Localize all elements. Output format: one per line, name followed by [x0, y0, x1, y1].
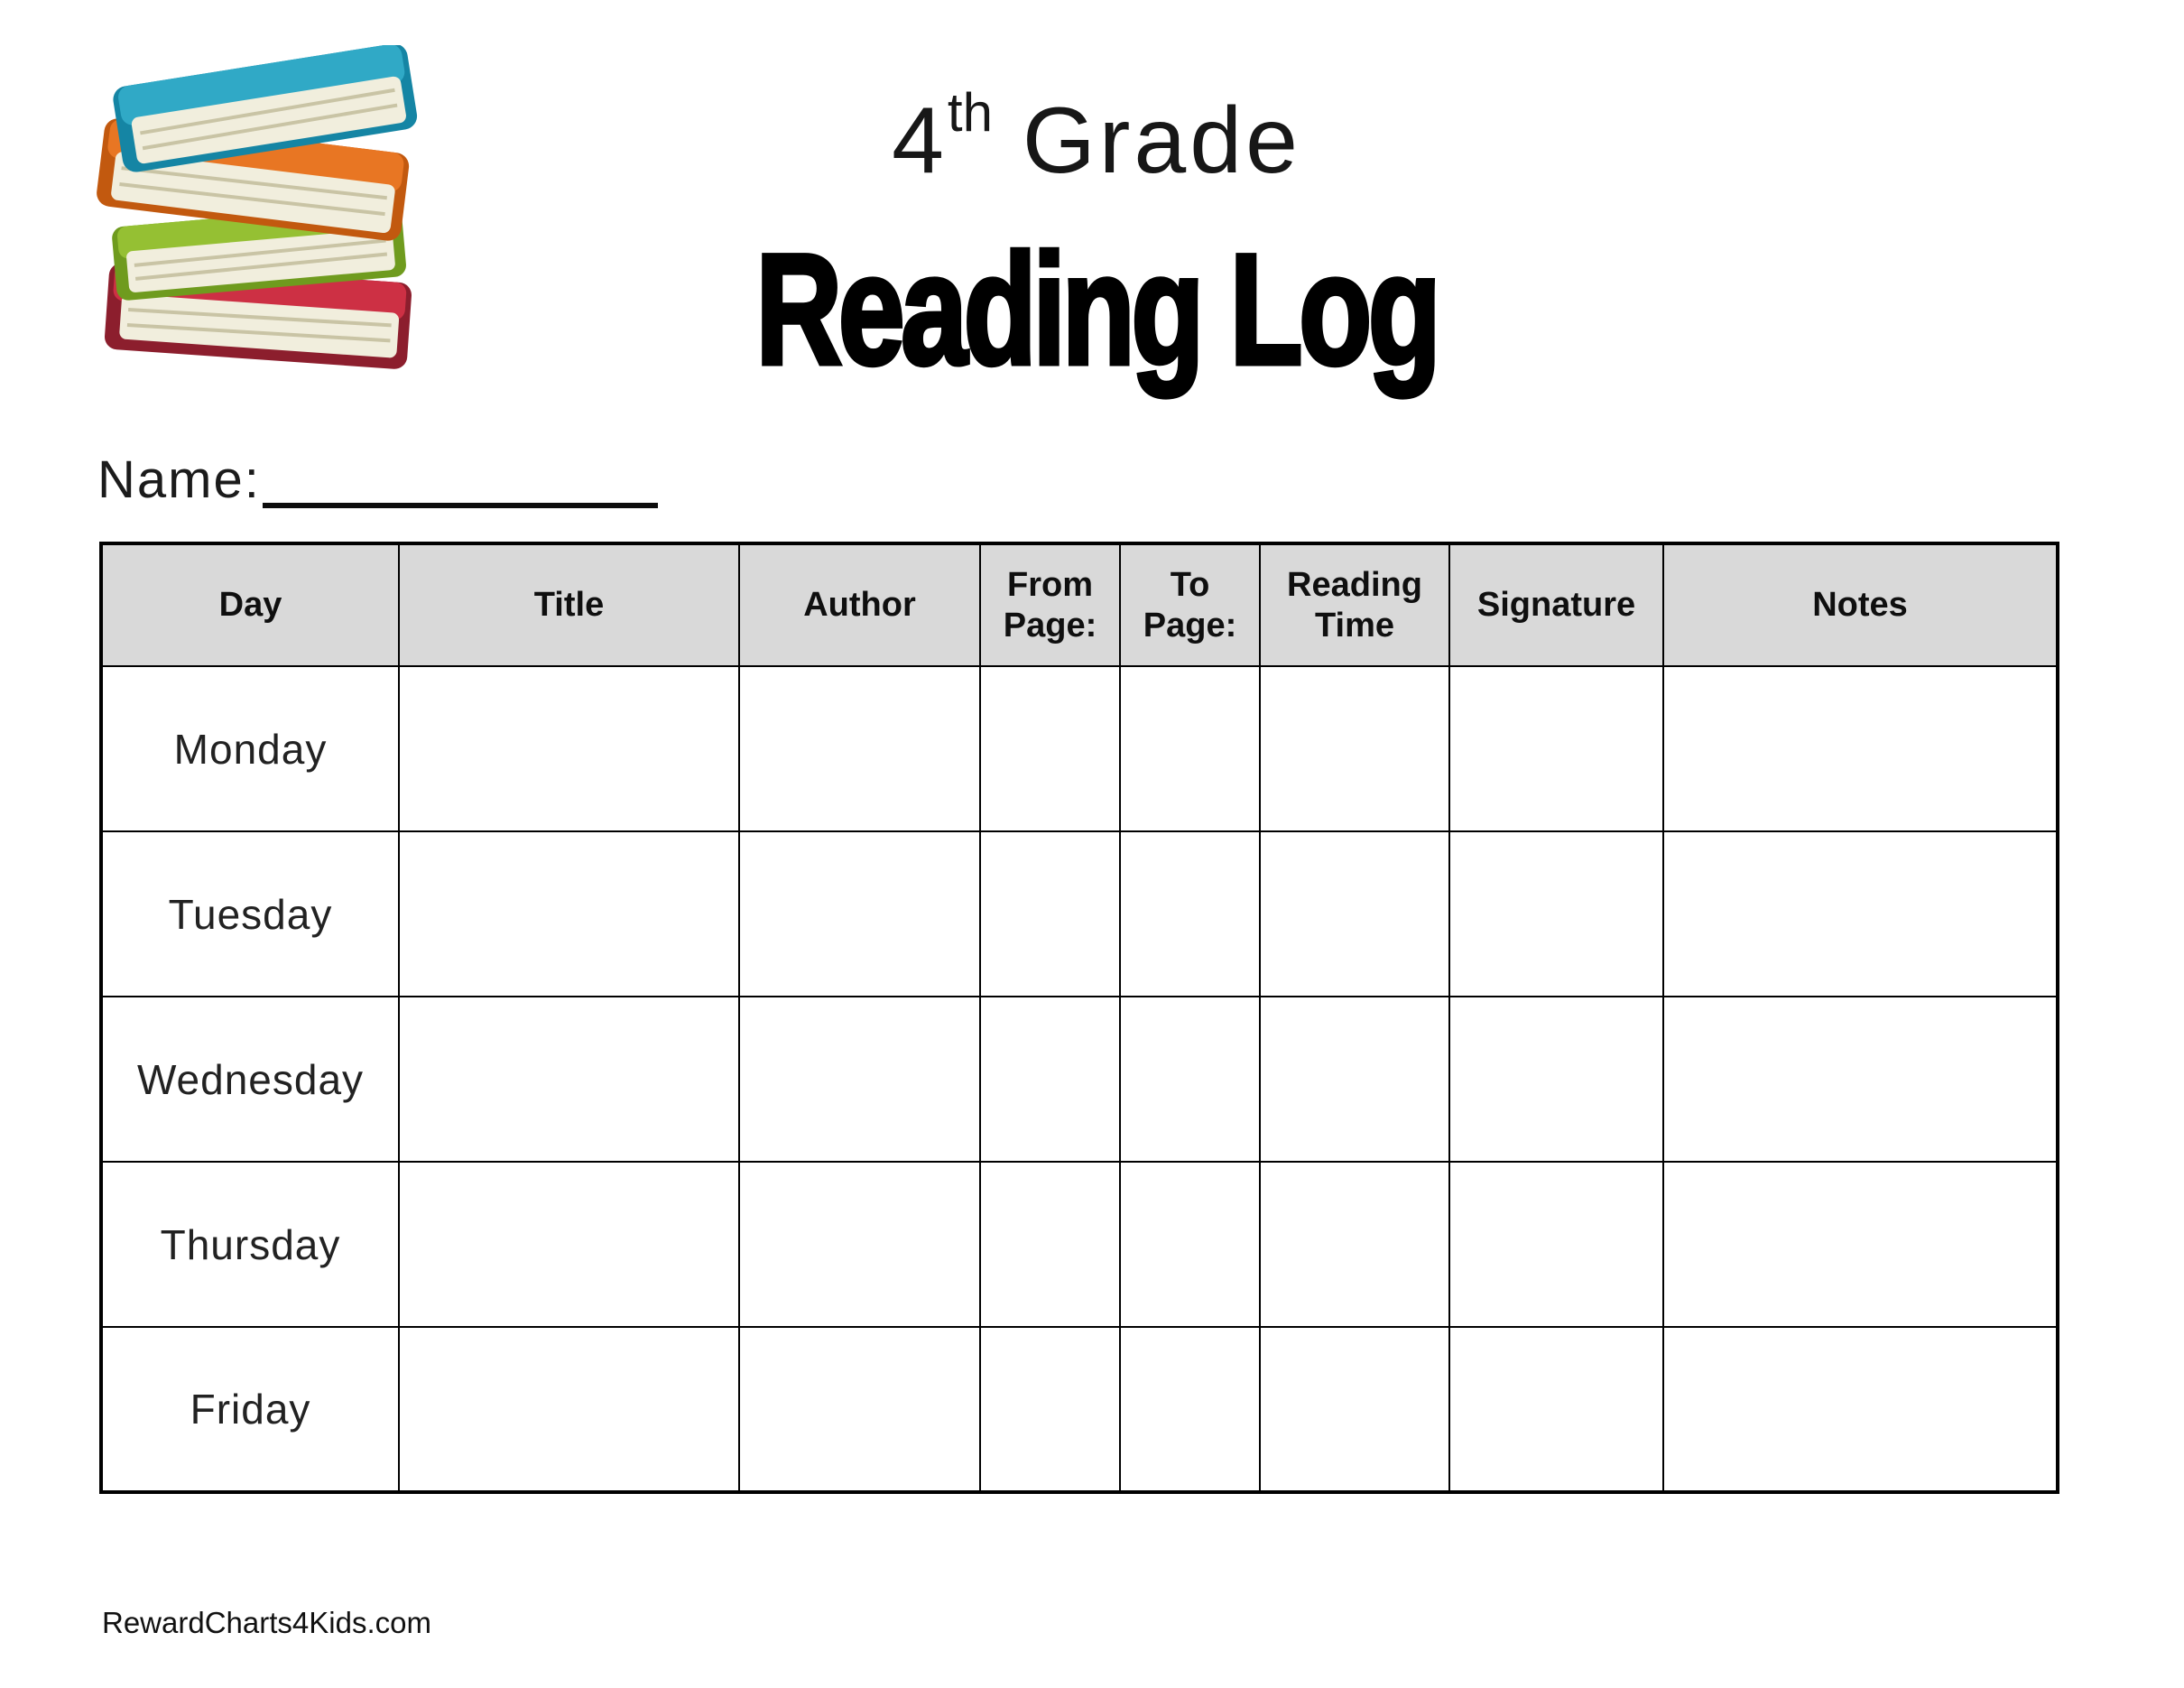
entry-cell-reading-time [1260, 1162, 1449, 1327]
entry-cell-from-page [980, 997, 1120, 1162]
entry-cell-to-page [1120, 1327, 1260, 1492]
entry-cell-author [739, 1162, 980, 1327]
entry-cell-reading-time [1260, 1327, 1449, 1492]
header-row [101, 543, 2058, 666]
entry-cell-signature [1449, 831, 1663, 997]
day-cell: Friday [101, 1327, 399, 1492]
grade-title [0, 82, 2184, 193]
entry-cell-title [399, 666, 739, 831]
entry-cell-to-page [1120, 666, 1260, 831]
name-blank-line [263, 494, 658, 508]
col-header-day: Day [101, 543, 399, 666]
day-cell: Tuesday [101, 831, 399, 997]
entry-cell-signature [1449, 1327, 1663, 1492]
table-row-tuesday [101, 831, 2058, 997]
entry-cell-title [399, 831, 739, 997]
entry-cell-signature [1449, 1162, 1663, 1327]
footer-site-url: RewardCharts4Kids.com [102, 1606, 431, 1639]
table-row-friday [101, 1327, 2058, 1492]
entry-cell-to-page [1120, 831, 1260, 997]
entry-cell-signature [1449, 666, 1663, 831]
entry-cell-reading-time [1260, 666, 1449, 831]
col-header-reading-time: Reading Time [1260, 543, 1449, 666]
grade-number: 4 [892, 88, 948, 193]
table-row-monday [101, 666, 2058, 831]
day-cell: Monday [101, 666, 399, 831]
table-row-wednesday [101, 997, 2058, 1162]
col-header-from-page: From Page: [980, 543, 1120, 666]
col-header-title: Title [399, 543, 739, 666]
entry-cell-reading-time [1260, 831, 1449, 997]
entry-cell-from-page [980, 666, 1120, 831]
entry-cell-notes [1663, 666, 2058, 831]
name-label: Name: [97, 450, 261, 509]
entry-cell-to-page [1120, 997, 1260, 1162]
entry-cell-author [739, 831, 980, 997]
col-header-author: Author [739, 543, 980, 666]
entry-cell-title [399, 997, 739, 1162]
title-block [0, 82, 2184, 398]
entry-cell-author [739, 997, 980, 1162]
entry-cell-from-page [980, 1327, 1120, 1492]
col-header-notes: Notes [1663, 543, 2058, 666]
entry-cell-title [399, 1327, 739, 1492]
reading-log-table [99, 542, 2059, 1494]
entry-cell-author [739, 666, 980, 831]
day-cell: Wednesday [101, 997, 399, 1162]
entry-cell-notes [1663, 997, 2058, 1162]
page-title: Reading Log [755, 222, 1438, 398]
entry-cell-reading-time [1260, 997, 1449, 1162]
entry-cell-notes [1663, 831, 2058, 997]
day-cell: Thursday [101, 1162, 399, 1327]
grade-word: Grade [992, 88, 1301, 193]
entry-cell-title [399, 1162, 739, 1327]
entry-cell-notes [1663, 1162, 2058, 1327]
col-header-signature: Signature [1449, 543, 1663, 666]
entry-cell-signature [1449, 997, 1663, 1162]
entry-cell-from-page [980, 831, 1120, 997]
entry-cell-to-page [1120, 1162, 1260, 1327]
grade-ordinal: th [947, 82, 993, 143]
col-header-to-page: To Page: [1120, 543, 1260, 666]
table-row-thursday [101, 1162, 2058, 1327]
entry-cell-author [739, 1327, 980, 1492]
entry-cell-from-page [980, 1162, 1120, 1327]
name-row [97, 450, 658, 510]
entry-cell-notes [1663, 1327, 2058, 1492]
